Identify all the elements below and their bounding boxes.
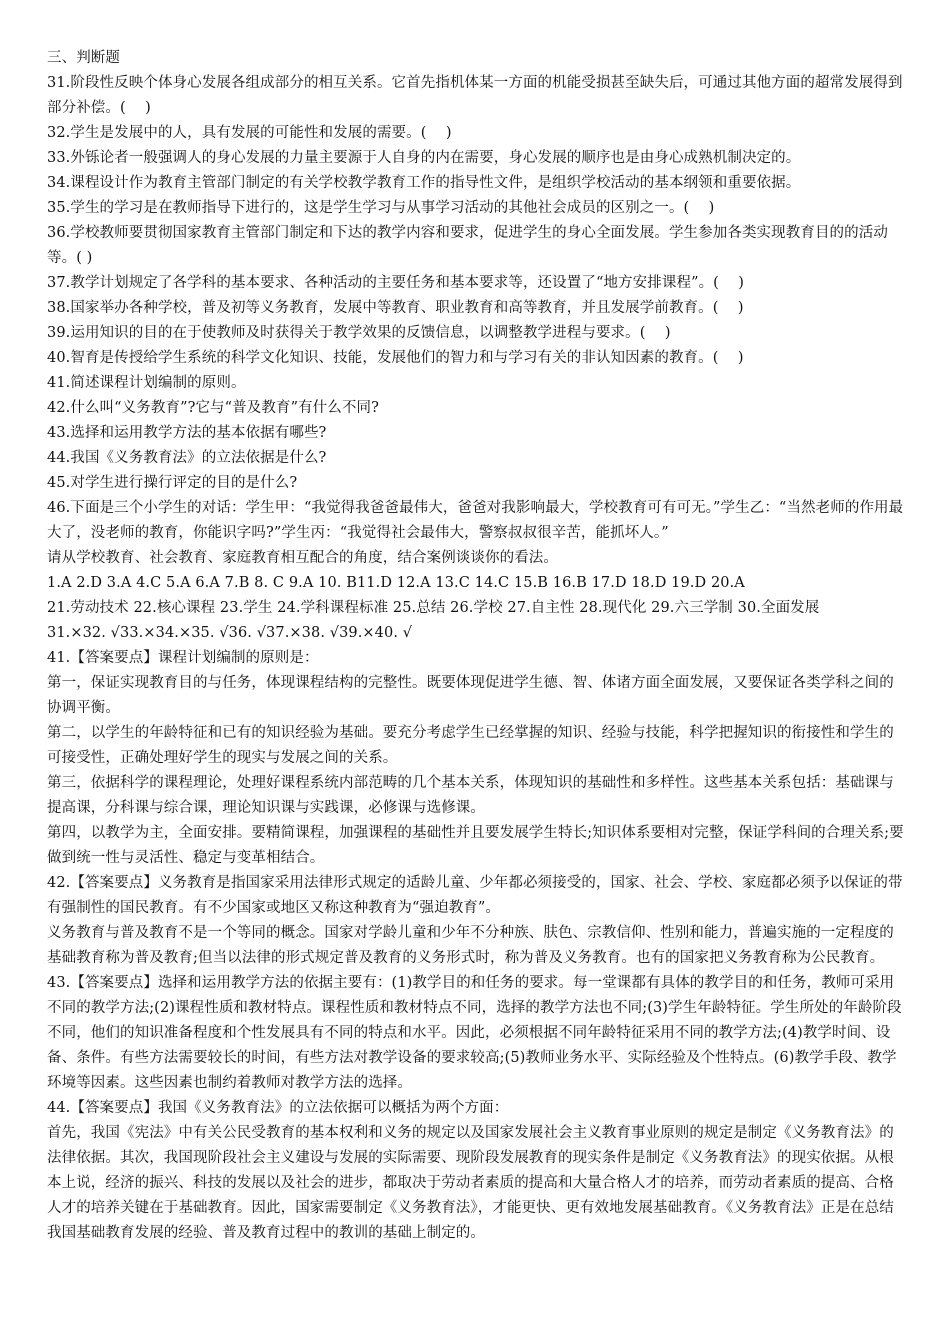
paragraph: 第四，以教学为主，全面安排。要精简课程，加强课程的基础性并且要发展学生特长;知识体系要相对完整，保证学科间的合理关系;要做到统一性与灵活性、稳定与变革相结合。 [47,825,904,866]
paragraph: 42.【答案要点】义务教育是指国家采用法律形式规定的适龄儿童、少年都必须接受的，国家、社会、学校、家庭都必须予以保证的带有强制性的国民教育。有不少国家或地区又称这种教育为“强迫教育”。 [47,875,903,916]
paragraph: 41.【答案要点】课程计划编制的原则是： [47,650,319,666]
paragraph: 34.课程设计作为教育主管部门制定的有关学校教学教育工作的指导性文件，是组织学校活动的基本纲领和重要依据。 [47,175,801,191]
paragraph: 首先，我国《宪法》中有关公民受教育的基本权利和义务的规定以及国家发展社会主义教育事业原则的规定是制定《义务教育法》的法律依据。其次，我国现阶段社会主义建设与发展的实际需要、现阶段发展教育的现实条件是制定《义务教育法》的现实依据。从根本上说，经济的振兴、科技的发展以及社会的进步，都取决于劳动者素质的提高和大量合格人才的培养，而劳动者素质的提高、合格人才的培养关键在于基础教育。因此，国家需要制定《义务教育法》，才能更快、更有效地发展基础教育。《义务教育法》正是在总结我国基础教育发展的经验、普及教育过程中的教训的基础上制定的。 [47,1125,894,1241]
paragraph: 45.对学生进行操行评定的目的是什么? [47,475,298,491]
paragraph: 请从学校教育、社会教育、家庭教育相互配合的角度，结合案例谈谈你的看法。 [47,550,558,566]
paragraph: 第一，保证实现教育目的与任务，体现课程结构的完整性。既要体现促进学生德、智、体诸方面全面发展，又要保证各类学科之间的协调平衡。 [47,675,894,716]
paragraph-list [47,71,907,1246]
paragraph: 21.劳动技术 22.核心课程 23.学生 24.学科课程标准 25.总结 26.学校 27.自主性 28.现代化 29.六三学制 30.全面发展 [47,600,820,616]
paragraph: 44.我国《义务教育法》的立法依据是什么? [47,450,327,466]
paragraph: 40.智育是传授给学生系统的科学文化知识、技能，发展他们的智力和与学习有关的非认知因素的教育。( ) [47,350,744,366]
document-page [47,46,907,1246]
paragraph: 36.学校教师要贯彻国家教育主管部门制定和下达的教学内容和要求，促进学生的身心全面发展。学生参加各类实现教育目的的活动等。( ) [47,225,888,266]
paragraph: 37.教学计划规定了各学科的基本要求、各种活动的主要任务和基本要求等，还设置了“地方安排课程”。( ) [47,275,745,291]
paragraph: 43.【答案要点】选择和运用教学方法的依据主要有：(1)教学目的和任务的要求。每一堂课都有具体的教学目的和任务，教师可采用不同的教学方法;(2)课程性质和教材特点。课程性质和教材特点不同，选择的教学方法也不同;(3)学生年龄特征。学生所处的年龄阶段不同，他们的知识准备程度和个性发展具有不同的特点和水平。因此，必须根据不同年龄特征采用不同的教学方法;(4)教学时间、设备、条件。有些方法需要较长的时间，有些方法对教学设备的要求较高;(5)教师业务水平、实际经验及个性特点。(6)教学手段、教学环境等因素。这些因素也制约着教师对教学方法的选择。 [47,975,902,1091]
paragraph: 44.【答案要点】我国《义务教育法》的立法依据可以概括为两个方面： [47,1100,509,1116]
section-title: 三、判断题 [47,50,120,66]
paragraph: 32.学生是发展中的人，具有发展的可能性和发展的需要。( ) [47,125,452,141]
paragraph: 31.×32. √33.×34.×35. √36. √37.×38. √39.×40. √ [47,625,413,641]
paragraph: 义务教育与普及教育不是一个等同的概念。国家对学龄儿童和少年不分种族、肤色、宗教信仰、性别和能力，普遍实施的一定程度的基础教育称为普及教育;但当以法律的形式规定普及教育的义务形式时，称为普及义务教育。也有的国家把义务教育称为公民教育。 [47,925,894,966]
paragraph: 第二，以学生的年龄特征和已有的知识经验为基础。要充分考虑学生已经掌握的知识、经验与技能，科学把握知识的衔接性和学生的可接受性，正确处理好学生的现实与发展之间的关系。 [47,725,894,766]
paragraph: 第三，依据科学的课程理论，处理好课程系统内部范畴的几个基本关系，体现知识的基础性和多样性。这些基本关系包括：基础课与提高课，分科课与综合课，理论知识课与实践课，必修课与选修课。 [47,775,894,816]
paragraph: 1.A 2.D 3.A 4.C 5.A 6.A 7.B 8. C 9.A 10. B11.D 12.A 13.C 14.C 15.B 16.B 17.D 18.D 19.D 20.A [47,575,745,591]
paragraph: 33.外铄论者一般强调人的身心发展的力量主要源于人自身的内在需要，身心发展的顺序也是由身心成熟机制决定的。 [47,150,801,166]
paragraph: 31.阶段性反映个体身心发展各组成部分的相互关系。它首先指机体某一方面的机能受损甚至缺失后，可通过其他方面的超常发展得到部分补偿。( ) [47,75,903,116]
paragraph: 43.选择和运用教学方法的基本依据有哪些? [47,425,327,441]
paragraph: 38.国家举办各种学校，普及初等义务教育，发展中等教育、职业教育和高等教育，并且发展学前教育。( ) [47,300,744,316]
paragraph: 42.什么叫“义务教育”?它与“普及教育”有什么不同? [47,400,379,416]
paragraph: 35.学生的学习是在教师指导下进行的，这是学生学习与从事学习活动的其他社会成员的区别之一。( ) [47,200,715,216]
paragraph: 39.运用知识的目的在于使教师及时获得关于教学效果的反馈信息，以调整教学进程与要求。( ) [47,325,671,341]
paragraph: 46.下面是三个小学生的对话：学生甲：“我觉得我爸爸最伟大，爸爸对我影响最大，学校教育可有可无。”学生乙：“当然老师的作用最大了，没老师的教育，你能识字吗?”学生丙：“我觉得社会最伟大，警察叔叔很辛苦，能抓坏人。” [47,500,904,541]
paragraph: 41.简述课程计划编制的原则。 [47,375,246,391]
